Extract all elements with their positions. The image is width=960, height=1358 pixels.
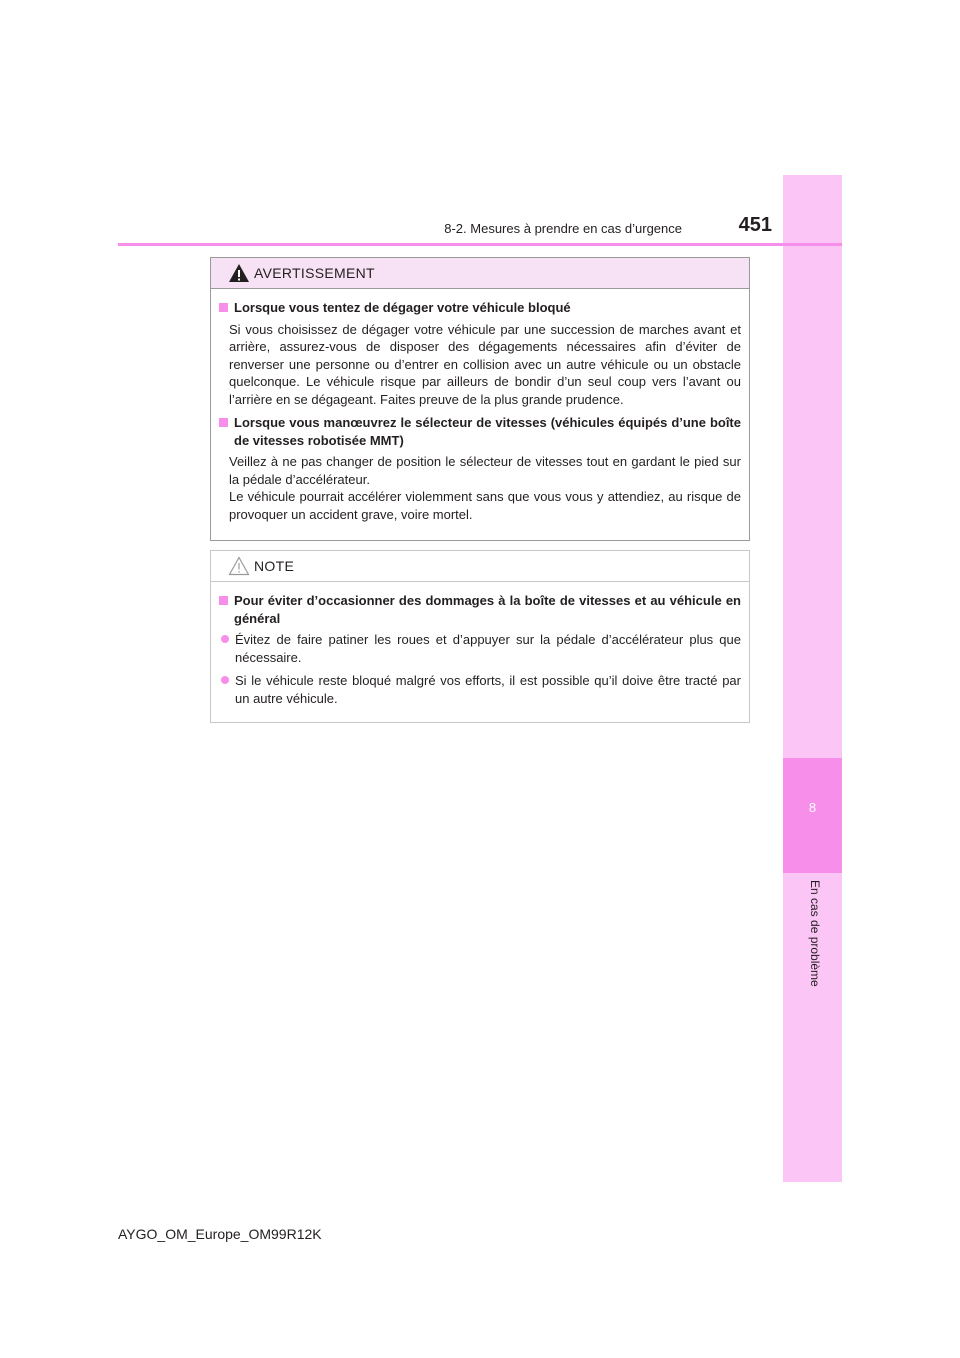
warning-title: AVERTISSEMENT [254,265,375,281]
caution-triangle-icon [228,556,250,576]
warning-item-text: Le véhicule pourrait accélérer violemment sans que vous vous y attendiez, au risque de provoquer un accident grave, voire mortel. [229,489,741,522]
header-divider [118,243,842,246]
note-item-heading: Pour éviter d’occasionner des dommages à la boîte de vitesses et au véhicule en général [219,592,741,627]
chapter-tab-marker[interactable] [783,758,842,873]
round-bullet-icon [221,676,229,684]
section-title: 8-2. Mesures à prendre en cas d’urgence [444,221,682,236]
warning-box [210,257,750,541]
warning-item-text: Si vous choisissez de dégager votre véhicule par une succession de marches avant et arrière, assurez-vous de disposer des dégagements nécessaires afin d’éviter de renverser une personne ou d’entrer en collision avec un autre véhicule ou un obstacle quelconque. Le véhicule risque par ailleurs de bondir d’un seul coup vers l’avant ou l’arrière en se dégageant. Faites preuve de la plus grande prudence. [229,321,741,407]
warning-triangle-icon [228,263,250,283]
document-code: AYGO_OM_Europe_OM99R12K [118,1226,322,1242]
note-box [210,550,750,723]
square-bullet-icon [219,596,228,605]
list-item: Évitez de faire patiner les roues et d’appuyer sur la pédale d’accélérateur plus que nécessaire. [221,631,741,666]
chapter-number: 8 [808,800,817,815]
round-bullet-icon [221,635,229,643]
page-number: 451 [738,214,772,236]
warning-item-heading: Lorsque vous tentez de dégager votre véhicule bloqué [219,299,741,317]
square-bullet-icon [219,303,228,312]
warning-header [211,258,749,289]
warning-item-text: Veillez à ne pas changer de position le sélecteur de vitesses tout en gardant le pied sur la pédale d’accélérateur. [229,454,741,487]
chapter-side-tab [783,175,842,1182]
list-item: Si le véhicule reste bloqué malgré vos efforts, il est possible qu’il doive être tracté par un autre véhicule. [221,672,741,707]
note-header [211,551,749,582]
chapter-label: En cas de problème [808,880,822,987]
square-bullet-icon [219,418,228,427]
note-title: NOTE [254,558,295,574]
warning-item-heading: Lorsque vous manœuvrez le sélecteur de vitesses (véhicules équipés d’une boîte de vitesses robotisée MMT) [219,414,741,449]
